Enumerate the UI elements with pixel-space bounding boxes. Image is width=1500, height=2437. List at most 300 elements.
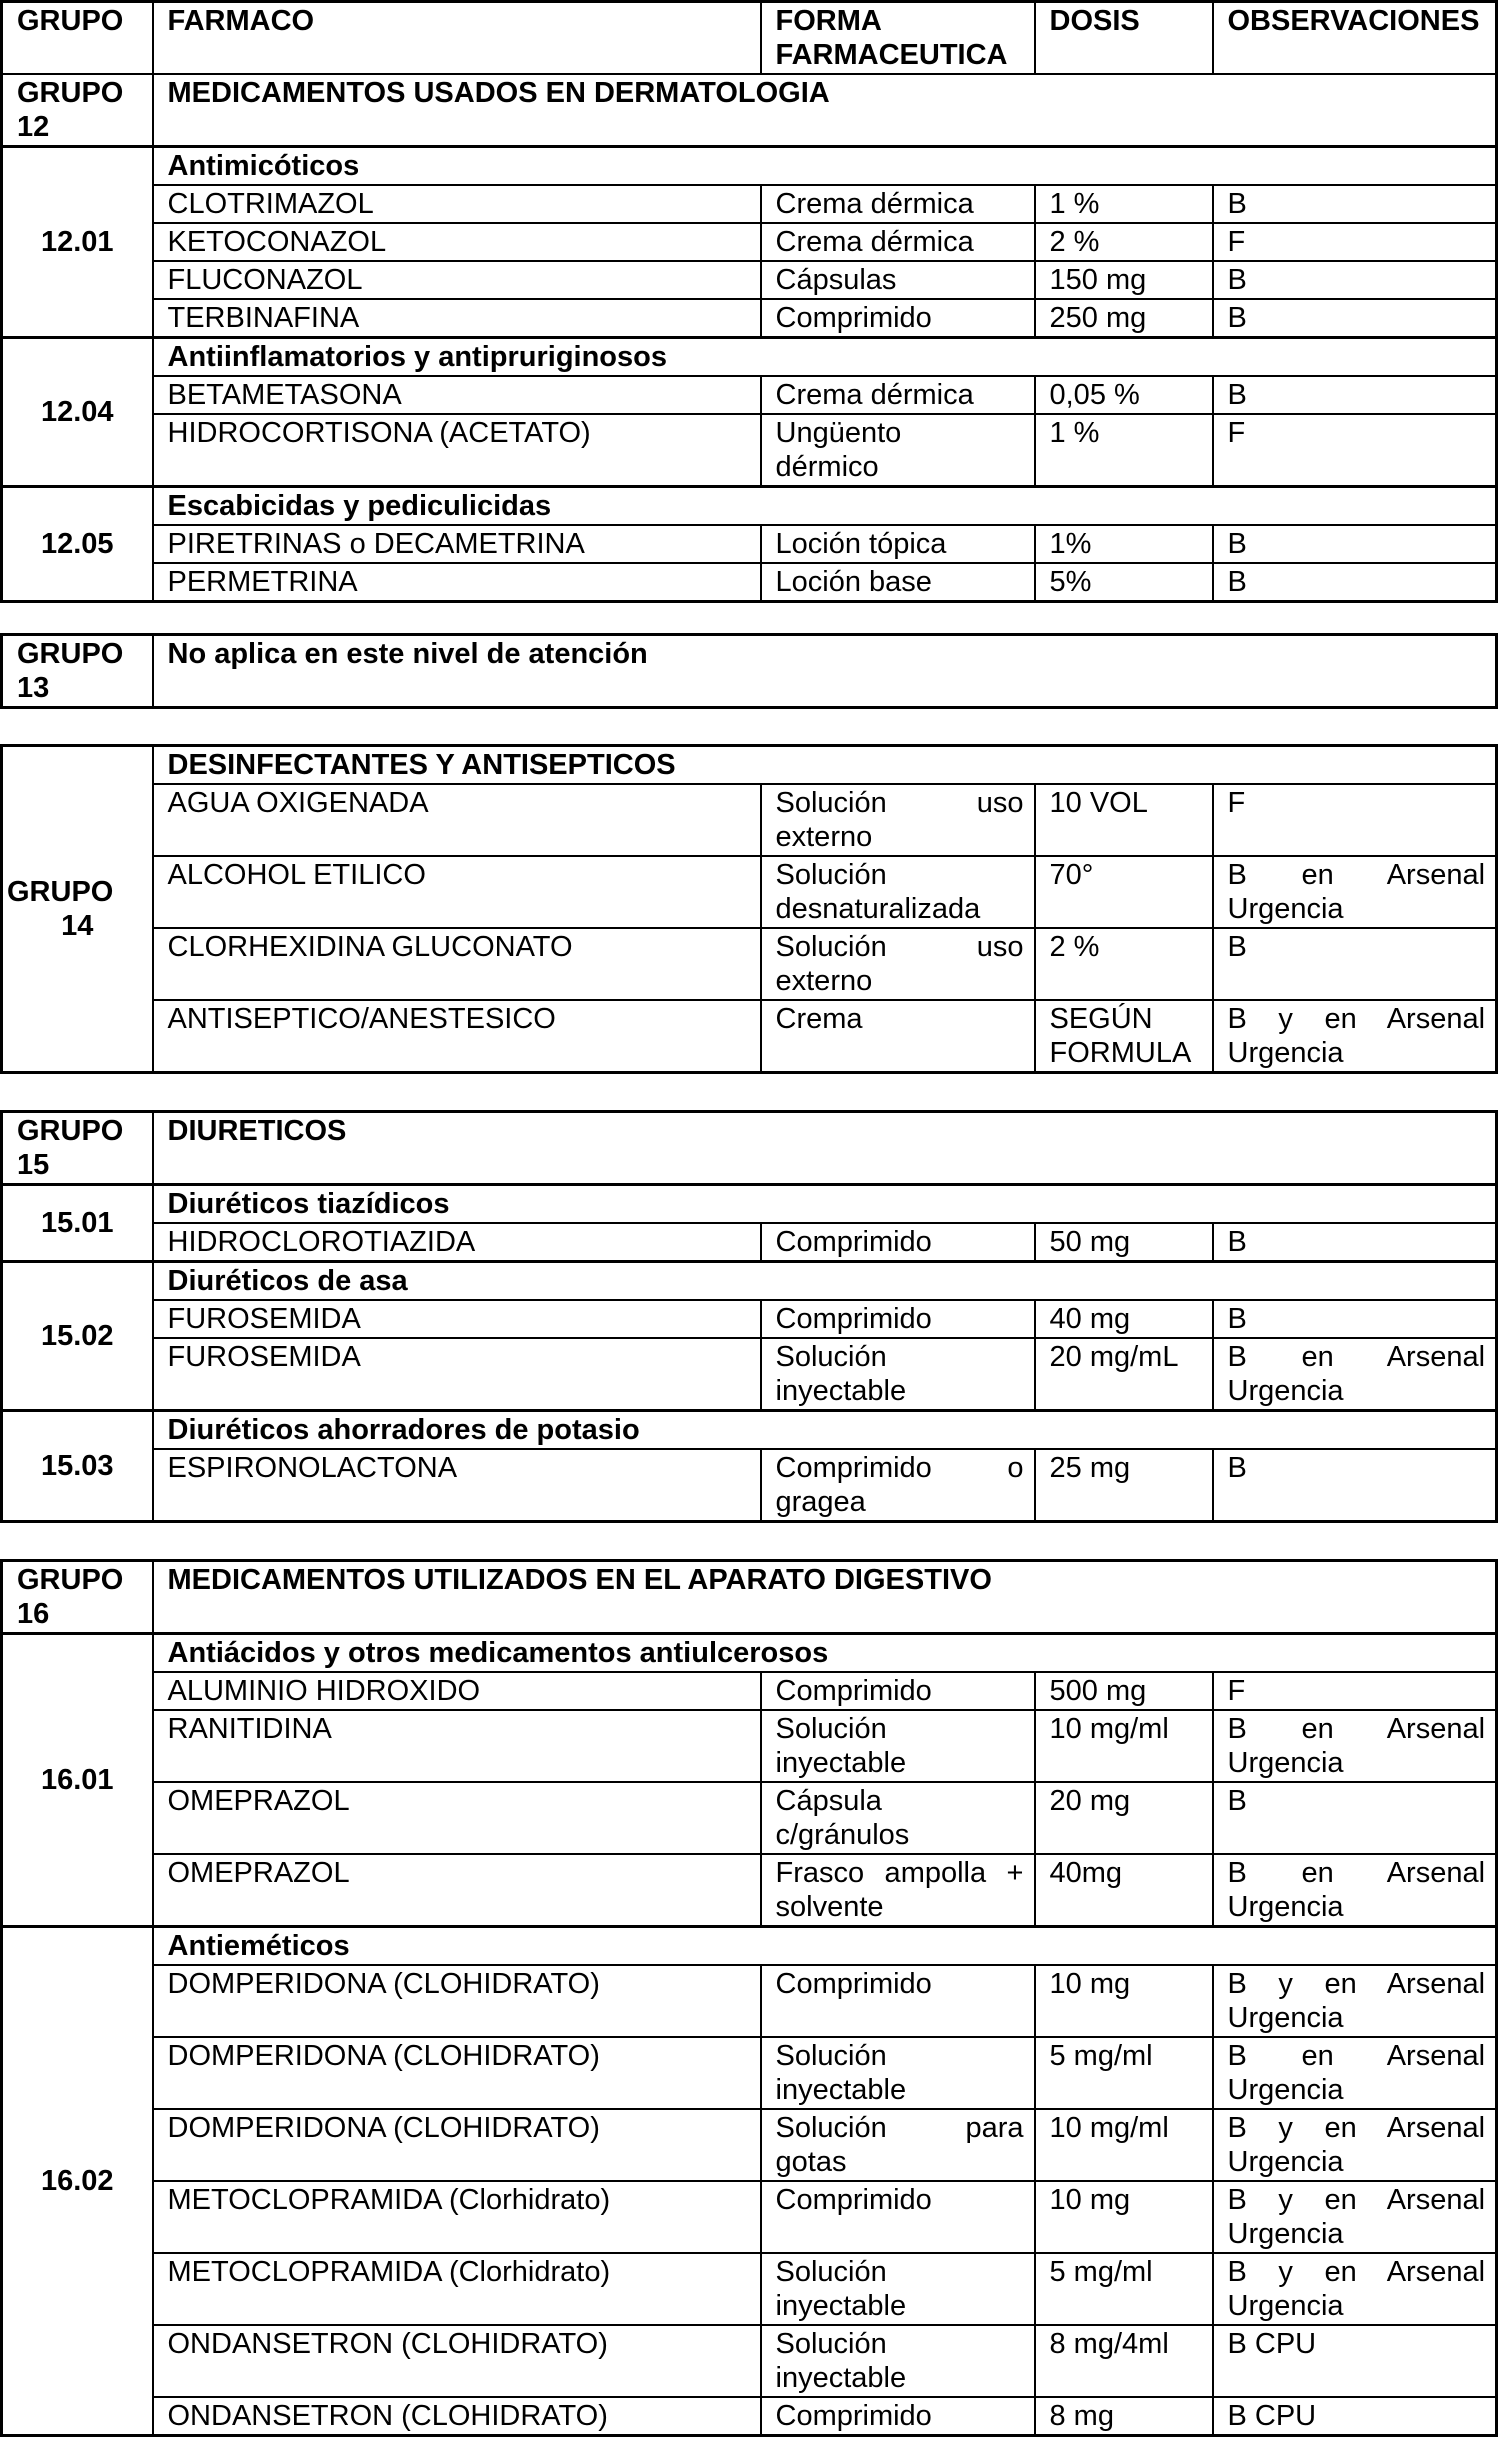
text-line: 8 mg: [1049, 2400, 1114, 2432]
group-label-cell: [2, 1112, 153, 1185]
farmaco-cell: [153, 1000, 761, 1073]
forma-cell: [761, 1965, 1035, 2037]
forma-cell: [761, 1338, 1035, 1411]
text-line: B: [1227, 1785, 1247, 1817]
dosis-cell: [1035, 1338, 1213, 1411]
text-line: FARMACEUTICA: [775, 39, 1008, 71]
text-line: Solución uso: [775, 931, 1024, 963]
drug-row: [2, 1300, 1497, 1338]
text-line: Crema: [775, 1003, 863, 1035]
obs-cell: [1213, 856, 1497, 928]
obs-cell: [1213, 261, 1497, 299]
grupo-16-table: [0, 1559, 1498, 2437]
text-line: 12.05: [40, 528, 114, 560]
dosis-cell: [1035, 1000, 1213, 1073]
farmaco-cell: [153, 525, 761, 563]
drug-row: [2, 1338, 1497, 1411]
text-line: Escabicidas y pediculicidas: [167, 490, 552, 522]
drug-row: [2, 2325, 1497, 2397]
text-line: 16.01: [40, 1764, 114, 1796]
group-code-cell: [2, 487, 153, 602]
grupo-15-table: [0, 1110, 1498, 1523]
text-line: 10 mg/ml: [1049, 2112, 1169, 2144]
forma-cell: [761, 261, 1035, 299]
text-line: 1 %: [1049, 417, 1100, 449]
text-line: RANITIDINA: [167, 1713, 332, 1745]
obs-cell: [1213, 299, 1497, 338]
forma-cell: [761, 2037, 1035, 2109]
text-line: PERMETRINA: [167, 566, 358, 598]
text-line: externo: [775, 821, 873, 853]
group-code-cell: [2, 1262, 153, 1411]
obs-cell: [1213, 2109, 1497, 2181]
obs-cell: [1213, 928, 1497, 1000]
text-line: Urgencia: [1227, 2002, 1344, 2034]
text-line: Comprimido: [775, 1303, 932, 1335]
text-line: FORMA: [775, 5, 882, 37]
text-line: B: [1227, 264, 1247, 296]
text-line: Urgencia: [1227, 2290, 1344, 2322]
obs-cell: [1213, 2325, 1497, 2397]
obs-cell: [1213, 1449, 1497, 1522]
text-line: B: [1227, 931, 1247, 963]
text-line: 10 mg: [1049, 2184, 1131, 2216]
text-line: CLORHEXIDINA GLUCONATO: [167, 931, 573, 963]
text-line: Comprimido: [775, 2184, 932, 2216]
subheader-row: [2, 1411, 1497, 1450]
subheader-cell: [153, 147, 1497, 186]
text-line: dérmico: [775, 451, 879, 483]
text-line: ALUMINIO HIDROXIDO: [167, 1675, 481, 1707]
drug-row: [2, 856, 1497, 928]
drug-row: [2, 1000, 1497, 1073]
obs-cell: [1213, 376, 1497, 414]
drug-row: [2, 261, 1497, 299]
text-line: desnaturalizada: [775, 893, 981, 925]
text-line: externo: [775, 965, 873, 997]
farmaco-cell: [153, 2253, 761, 2325]
subheader-row: [2, 1262, 1497, 1301]
text-line: FLUCONAZOL: [167, 264, 363, 296]
text-line: Solución: [775, 2256, 887, 2288]
dosis-cell: [1035, 185, 1213, 223]
forma-cell: [761, 1000, 1035, 1073]
text-line: GRUPO: [17, 1115, 124, 1147]
dosis-cell: [1035, 376, 1213, 414]
obs-cell: [1213, 1965, 1497, 2037]
text-line: HIDROCLOROTIAZIDA: [167, 1226, 476, 1258]
text-line: 15.02: [40, 1320, 114, 1352]
dosis-cell: [1035, 1300, 1213, 1338]
text-line: 10 VOL: [1049, 787, 1148, 819]
group-title-row: [2, 635, 1497, 708]
farmaco-cell: [153, 2325, 761, 2397]
drug-row: [2, 223, 1497, 261]
obs-cell: [1213, 784, 1497, 856]
text-line: Solución: [775, 1341, 887, 1373]
dosis-cell: [1035, 1672, 1213, 1710]
text-line: Solución: [775, 2040, 887, 2072]
forma-cell: [761, 1782, 1035, 1854]
text-line: Solución para: [775, 2112, 1024, 2144]
text-line: Solución: [775, 2328, 887, 2360]
text-line: B en Arsenal: [1227, 1857, 1486, 1889]
text-line: inyectable: [775, 1375, 907, 1407]
text-line: GRUPO: [17, 5, 124, 37]
grupo-13-table: [0, 633, 1498, 709]
text-line: DOMPERIDONA (CLOHIDRATO): [167, 2112, 600, 2144]
forma-cell: [761, 223, 1035, 261]
forma-cell: [761, 1710, 1035, 1782]
subheader-row: [2, 147, 1497, 186]
text-line: Solución: [775, 859, 887, 891]
text-line: B: [1227, 188, 1247, 220]
dosis-cell: [1035, 856, 1213, 928]
text-line: gotas: [775, 2146, 847, 2178]
dosis-cell: [1035, 1449, 1213, 1522]
group-title-cell: [153, 1112, 1497, 1185]
dosis-cell: [1035, 1710, 1213, 1782]
text-line: 70°: [1049, 859, 1094, 891]
forma-cell: [761, 563, 1035, 602]
text-line: GRUPO: [17, 77, 124, 109]
group-code-cell: [2, 1634, 153, 1927]
col-header-grupo: [2, 2, 153, 75]
text-line: 1%: [1049, 528, 1092, 560]
text-line: Urgencia: [1227, 2218, 1344, 2250]
drug-row: [2, 2397, 1497, 2436]
text-line: TERBINAFINA: [167, 302, 360, 334]
drug-row: [2, 414, 1497, 487]
farmaco-cell: [153, 376, 761, 414]
dosis-cell: [1035, 1782, 1213, 1854]
group-label-cell: [2, 74, 153, 147]
obs-cell: [1213, 1000, 1497, 1073]
text-line: B: [1227, 1226, 1247, 1258]
subheader-row: [2, 338, 1497, 377]
text-line: Ungüento: [775, 417, 902, 449]
text-line: FARMACO: [167, 5, 315, 37]
text-line: 16: [17, 1598, 50, 1630]
farmaco-cell: [153, 928, 761, 1000]
forma-cell: [761, 784, 1035, 856]
text-line: B en Arsenal: [1227, 2040, 1486, 2072]
drug-row: [2, 376, 1497, 414]
text-line: Comprimido: [775, 1675, 932, 1707]
text-line: F: [1227, 226, 1246, 258]
text-line: solvente: [775, 1891, 884, 1923]
text-line: Comprimido: [775, 1226, 932, 1258]
dosis-cell: [1035, 2253, 1213, 2325]
group-title-cell: [153, 74, 1497, 147]
text-line: Urgencia: [1227, 2074, 1344, 2106]
drug-row: [2, 525, 1497, 563]
dosis-cell: [1035, 2181, 1213, 2253]
text-line: 12: [17, 111, 50, 143]
text-line: 5 mg/ml: [1049, 2040, 1153, 2072]
group-code-cell: [2, 338, 153, 487]
text-line: B y en Arsenal: [1227, 1968, 1486, 2000]
farmaco-cell: [153, 856, 761, 928]
drug-row: [2, 1710, 1497, 1782]
text-line: Loción base: [775, 566, 932, 598]
text-line: gragea: [775, 1486, 866, 1518]
text-line: B: [1227, 379, 1247, 411]
text-line: CLOTRIMAZOL: [167, 188, 374, 220]
group-title-cell: [153, 1561, 1497, 1634]
forma-cell: [761, 525, 1035, 563]
subheader-row: [2, 1185, 1497, 1224]
text-line: 5 mg/ml: [1049, 2256, 1153, 2288]
text-line: 150 mg: [1049, 264, 1147, 296]
farmaco-cell: [153, 261, 761, 299]
farmaco-cell: [153, 1449, 761, 1522]
text-line: ONDANSETRON (CLOHIDRATO): [167, 2328, 608, 2360]
text-line: Cápsulas: [775, 264, 897, 296]
dosis-cell: [1035, 928, 1213, 1000]
obs-cell: [1213, 1710, 1497, 1782]
text-line: GRUPO: [17, 638, 124, 670]
text-line: Comprimido: [775, 2400, 932, 2432]
text-line: B y en Arsenal: [1227, 2256, 1486, 2288]
obs-cell: [1213, 525, 1497, 563]
text-line: Cápsula: [775, 1785, 882, 1817]
dosis-cell: [1035, 1223, 1213, 1262]
text-line: FUROSEMIDA: [167, 1303, 361, 1335]
obs-cell: [1213, 185, 1497, 223]
text-line: B en Arsenal: [1227, 1713, 1486, 1745]
subheader-cell: [153, 1411, 1497, 1450]
text-line: Comprimido: [775, 302, 932, 334]
subheader-cell: [153, 1262, 1497, 1301]
farmaco-cell: [153, 1300, 761, 1338]
text-line: Crema dérmica: [775, 188, 974, 220]
text-line: B: [1227, 1303, 1247, 1335]
text-line: B: [1227, 1452, 1247, 1484]
forma-cell: [761, 856, 1035, 928]
text-line: Comprimido o: [775, 1452, 1024, 1484]
drug-row: [2, 784, 1497, 856]
header-row: [2, 2, 1497, 75]
drug-row: [2, 1782, 1497, 1854]
text-line: 16.02: [40, 2165, 114, 2197]
text-line: ESPIRONOLACTONA: [167, 1452, 458, 1484]
farmaco-cell: [153, 2181, 761, 2253]
text-line: OMEPRAZOL: [167, 1785, 350, 1817]
text-line: inyectable: [775, 2074, 907, 2106]
farmaco-cell: [153, 1672, 761, 1710]
text-line: B en Arsenal: [1227, 1341, 1486, 1373]
forma-cell: [761, 414, 1035, 487]
text-line: B en Arsenal: [1227, 859, 1486, 891]
text-line: F: [1227, 417, 1246, 449]
text-line: Antiácidos y otros medicamentos antiulcerosos: [167, 1637, 829, 1669]
group-title-row: [2, 1112, 1497, 1185]
dosis-cell: [1035, 1965, 1213, 2037]
forma-cell: [761, 1854, 1035, 1927]
group-title-row: [2, 1561, 1497, 1634]
text-line: B CPU: [1227, 2328, 1317, 2360]
group-code-cell: [2, 147, 153, 338]
col-header-forma: [761, 2, 1035, 75]
text-line: Antiinflamatorios y antipruriginosos: [167, 341, 667, 373]
drug-row: [2, 299, 1497, 338]
farmaco-cell: [153, 2037, 761, 2109]
farmaco-cell: [153, 784, 761, 856]
text-line: ONDANSETRON (CLOHIDRATO): [167, 2400, 608, 2432]
text-line: Solución uso: [775, 787, 1024, 819]
text-line: DOSIS: [1049, 5, 1140, 37]
drug-row: [2, 1672, 1497, 1710]
dosis-cell: [1035, 223, 1213, 261]
forma-cell: [761, 1672, 1035, 1710]
text-line: F: [1227, 787, 1246, 819]
text-line: MEDICAMENTOS UTILIZADOS EN EL APARATO DIGESTIVO: [167, 1564, 992, 1596]
group-code-cell: [2, 746, 153, 1073]
text-line: Loción tópica: [775, 528, 947, 560]
obs-cell: [1213, 414, 1497, 487]
forma-cell: [761, 928, 1035, 1000]
forma-cell: [761, 299, 1035, 338]
subheader-cell: [153, 1927, 1497, 1966]
text-line: B: [1227, 566, 1247, 598]
text-line: Diuréticos ahorradores de potasio: [167, 1414, 640, 1446]
text-line: 1 %: [1049, 188, 1100, 220]
farmaco-cell: [153, 563, 761, 602]
drug-row: [2, 2181, 1497, 2253]
forma-cell: [761, 1300, 1035, 1338]
text-line: B: [1227, 528, 1247, 560]
obs-cell: [1213, 2181, 1497, 2253]
text-line: FORMULA: [1049, 1037, 1192, 1069]
forma-cell: [761, 2181, 1035, 2253]
subheader-cell: [153, 487, 1497, 526]
text-line: 40mg: [1049, 1857, 1123, 1889]
group-title-cell: [153, 635, 1497, 708]
text-line: Frasco ampolla +: [775, 1857, 1024, 1889]
text-line: ALCOHOL ETILICO: [167, 859, 426, 891]
text-line: 10 mg/ml: [1049, 1713, 1169, 1745]
text-line: 0,05 %: [1049, 379, 1140, 411]
text-line: Urgencia: [1227, 1747, 1344, 1779]
text-line: DOMPERIDONA (CLOHIDRATO): [167, 1968, 600, 2000]
obs-cell: [1213, 1338, 1497, 1411]
forma-cell: [761, 376, 1035, 414]
farmaco-cell: [153, 1854, 761, 1927]
text-line: 2 %: [1049, 931, 1100, 963]
text-line: Solución: [775, 1713, 887, 1745]
text-line: B y en Arsenal: [1227, 1003, 1486, 1035]
text-line: Comprimido: [775, 1968, 932, 2000]
forma-cell: [761, 2397, 1035, 2436]
text-line: GRUPO: [7, 876, 114, 908]
farmaco-cell: [153, 185, 761, 223]
group-title-row: [2, 74, 1497, 147]
text-line: 15.03: [40, 1450, 114, 1482]
text-line: HIDROCORTISONA (ACETATO): [167, 417, 591, 449]
text-line: 5%: [1049, 566, 1092, 598]
text-line: BETAMETASONA: [167, 379, 402, 411]
drug-row: [2, 2253, 1497, 2325]
group-label-cell: [2, 635, 153, 708]
dosis-cell: [1035, 2037, 1213, 2109]
farmaco-cell: [153, 1710, 761, 1782]
text-line: GRUPO: [17, 1564, 124, 1596]
text-line: inyectable: [775, 1747, 907, 1779]
text-line: 14: [61, 910, 94, 942]
text-line: 15: [17, 1149, 50, 1181]
group-code-cell: [2, 1411, 153, 1522]
forma-cell: [761, 1449, 1035, 1522]
farmaco-cell: [153, 223, 761, 261]
text-line: 12.01: [40, 226, 114, 258]
group-code-cell: [2, 1927, 153, 2436]
obs-cell: [1213, 563, 1497, 602]
farmaco-cell: [153, 2397, 761, 2436]
drug-row: [2, 2037, 1497, 2109]
subheader-cell: [153, 338, 1497, 377]
text-line: SEGÚN: [1049, 1003, 1153, 1035]
text-line: DESINFECTANTES Y ANTISEPTICOS: [167, 749, 676, 781]
text-line: B y en Arsenal: [1227, 2184, 1486, 2216]
text-line: Urgencia: [1227, 1037, 1344, 1069]
text-line: 15.01: [40, 1207, 114, 1239]
group-label-cell: [2, 1561, 153, 1634]
obs-cell: [1213, 1672, 1497, 1710]
col-header-dosis: [1035, 2, 1213, 75]
obs-cell: [1213, 1300, 1497, 1338]
subheader-cell: [153, 1634, 1497, 1673]
text-line: Antieméticos: [167, 1930, 350, 1962]
text-line: ANTISEPTICO/ANESTESICO: [167, 1003, 556, 1035]
text-line: 25 mg: [1049, 1452, 1131, 1484]
dosis-cell: [1035, 261, 1213, 299]
obs-cell: [1213, 1854, 1497, 1927]
subheader-cell: [153, 746, 1497, 785]
drug-row: [2, 185, 1497, 223]
drug-row: [2, 1449, 1497, 1522]
farmaco-cell: [153, 1782, 761, 1854]
subheader-row: [2, 487, 1497, 526]
text-line: FUROSEMIDA: [167, 1341, 361, 1373]
text-line: 13: [17, 672, 50, 704]
drug-row: [2, 928, 1497, 1000]
text-line: Urgencia: [1227, 893, 1344, 925]
dosis-cell: [1035, 563, 1213, 602]
forma-cell: [761, 1223, 1035, 1262]
forma-cell: [761, 2325, 1035, 2397]
text-line: Antimicóticos: [167, 150, 360, 182]
farmaco-cell: [153, 1223, 761, 1262]
forma-cell: [761, 2109, 1035, 2181]
text-line: MEDICAMENTOS USADOS EN DERMATOLOGIA: [167, 77, 830, 109]
text-line: 10 mg: [1049, 1968, 1131, 2000]
text-line: OMEPRAZOL: [167, 1857, 350, 1889]
text-line: 40 mg: [1049, 1303, 1131, 1335]
dosis-cell: [1035, 2397, 1213, 2436]
obs-cell: [1213, 1782, 1497, 1854]
text-line: KETOCONAZOL: [167, 226, 387, 258]
drug-row: [2, 1223, 1497, 1262]
text-line: 12.04: [40, 396, 114, 428]
text-line: AGUA OXIGENADA: [167, 787, 429, 819]
grupo-14-table: [0, 744, 1498, 1074]
farmaco-cell: [153, 414, 761, 487]
text-line: c/gránulos: [775, 1819, 910, 1851]
grupo-12-table: [0, 0, 1498, 603]
col-header-observaciones: [1213, 2, 1497, 75]
farmaco-cell: [153, 1965, 761, 2037]
